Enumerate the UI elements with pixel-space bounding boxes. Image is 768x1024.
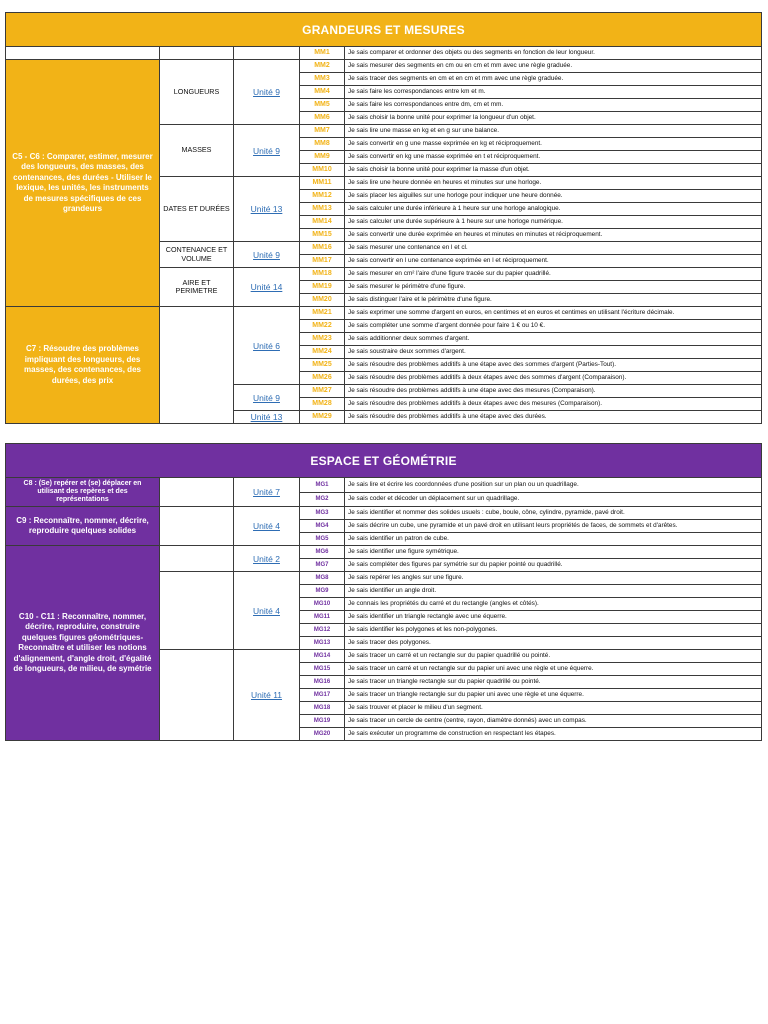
skill-code: MM18 [300, 268, 345, 281]
skill-text: Je sais résoudre des problèmes additifs à une étape avec des durées. [345, 411, 762, 424]
skill-text: Je sais identifier une figure symétrique. [345, 546, 762, 559]
skill-code: MM10 [300, 164, 345, 177]
competence-c8: C8 : (Se) repérer et (se) déplacer en utilisant des repères et des représentations [6, 478, 160, 507]
unit-link[interactable]: Unité 9 [234, 60, 300, 125]
empty-cell [160, 507, 234, 546]
skill-text: Je sais compléter une somme d'argent donnée pour faire 1 € ou 10 €. [345, 320, 762, 333]
skill-text: Je sais identifier et nommer des solides usuels : cube, boule, cône, cylindre, pyramide, pavé droit. [345, 507, 762, 520]
empty-cell [160, 546, 234, 572]
skill-text: Je sais convertir en l une contenance exprimée en l et réciproquement. [345, 255, 762, 268]
skill-text: Je sais repérer les angles sur une figure. [345, 572, 762, 585]
skill-text: Je sais faire les correspondances entre dm, cm et mm. [345, 99, 762, 112]
competence-c5-c6: C5 - C6 : Comparer, estimer, mesurer des longueurs, des masses, des contenances, des durées - Utiliser le lexique, les unités, les instruments de mesures spécifiques de ces grandeurs [6, 60, 160, 307]
skill-code: MM20 [300, 294, 345, 307]
empty-cell [234, 47, 300, 60]
espace-header: ESPACE ET GÉOMÉTRIE [6, 444, 762, 478]
skill-text: Je sais tracer un triangle rectangle sur du papier quadrillé ou pointé. [345, 676, 762, 689]
skill-text: Je sais identifier un angle droit. [345, 585, 762, 598]
skill-text: Je sais tracer des polygones. [345, 637, 762, 650]
unit-link[interactable]: Unité 14 [234, 268, 300, 307]
skill-code: MM4 [300, 86, 345, 99]
skill-text: Je sais placer les aiguilles sur une horloge pour indiquer une heure donnée. [345, 190, 762, 203]
unit-link[interactable]: Unité 4 [234, 572, 300, 650]
unit-link[interactable]: Unité 4 [234, 507, 300, 546]
skill-code: MG11 [300, 611, 345, 624]
skill-code: MM13 [300, 203, 345, 216]
skill-code: MM3 [300, 73, 345, 86]
skill-text: Je sais tracer des segments en cm et en cm et mm avec une règle graduée. [345, 73, 762, 86]
skill-text: Je sais soustraire deux sommes d'argent. [345, 346, 762, 359]
grandeurs-table [5, 12, 762, 424]
skill-code: MG18 [300, 702, 345, 715]
skill-text: Je sais lire une masse en kg et en g sur une balance. [345, 125, 762, 138]
skill-text: Je sais exprimer une somme d'argent en euros, en centimes et en euros et centimes en utilisant l'écriture décimale. [345, 307, 762, 320]
skill-text: Je sais trouver et placer le milieu d'un segment. [345, 702, 762, 715]
subdomain-masses: MASSES [160, 125, 234, 177]
skill-code: MM2 [300, 60, 345, 73]
skill-code: MG17 [300, 689, 345, 702]
skill-code: MG15 [300, 663, 345, 676]
unit-link[interactable]: Unité 11 [234, 650, 300, 741]
skill-code: MG8 [300, 572, 345, 585]
subdomain-longueurs: LONGUEURS [160, 60, 234, 125]
unit-link[interactable]: Unité 13 [234, 177, 300, 242]
skill-code: MM7 [300, 125, 345, 138]
skill-text: Je sais résoudre des problèmes additifs à deux étapes avec des mesures (Comparaison). [345, 398, 762, 411]
unit-link[interactable]: Unité 6 [234, 307, 300, 385]
skill-code: MG10 [300, 598, 345, 611]
skill-text: Je sais calculer une durée inférieure à 1 heure sur une horloge analogique. [345, 203, 762, 216]
skill-code: MG9 [300, 585, 345, 598]
skill-code: MM19 [300, 281, 345, 294]
skill-code: MM21 [300, 307, 345, 320]
unit-link[interactable]: Unité 13 [234, 411, 300, 424]
empty-cell [160, 650, 234, 741]
skill-code: MM23 [300, 333, 345, 346]
skill-code: MM15 [300, 229, 345, 242]
skill-code: MM27 [300, 385, 345, 398]
skill-text: Je sais tracer un cercle de centre (centre, rayon, diamètre donnés) avec un compas. [345, 715, 762, 728]
skill-text: Je sais faire les correspondances entre km et m. [345, 86, 762, 99]
skill-text: Je connais les propriétés du carré et du rectangle (angles et côtés). [345, 598, 762, 611]
skill-code: MM25 [300, 359, 345, 372]
skill-code: MG5 [300, 533, 345, 546]
unit-link[interactable]: Unité 7 [234, 478, 300, 507]
skill-text: Je sais mesurer le périmètre d'une figure. [345, 281, 762, 294]
espace-table [5, 443, 762, 741]
skill-code: MM5 [300, 99, 345, 112]
skill-code: MG7 [300, 559, 345, 572]
skill-text: Je sais tracer un carré et un rectangle sur du papier quadrillé ou pointé. [345, 650, 762, 663]
skill-code: MG2 [300, 492, 345, 507]
competence-c9: C9 : Reconnaître, nommer, décrire, reproduire quelques solides [6, 507, 160, 546]
skill-text: Je sais identifier les polygones et les non-polygones. [345, 624, 762, 637]
skill-code: MG16 [300, 676, 345, 689]
skill-text: Je sais résoudre des problèmes additifs à deux étapes avec des sommes d'argent (Comparaison). [345, 372, 762, 385]
skill-code: MM12 [300, 190, 345, 203]
skill-code: MG3 [300, 507, 345, 520]
skill-text: Je sais lire et écrire les coordonnées d'une position sur un plan ou un quadrillage. [345, 478, 762, 493]
empty-cell [6, 47, 160, 60]
skill-code: MG6 [300, 546, 345, 559]
grandeurs-header: GRANDEURS ET MESURES [6, 13, 762, 47]
skill-text: Je sais calculer une durée supérieure à 1 heure sur une horloge numérique. [345, 216, 762, 229]
skill-text: Je sais résoudre des problèmes additifs à une étape avec des sommes d'argent (Parties-Tout). [345, 359, 762, 372]
skill-text: Je sais additionner deux sommes d'argent. [345, 333, 762, 346]
empty-cell [160, 572, 234, 650]
skill-text: Je sais mesurer des segments en cm ou en cm et mm avec une règle graduée. [345, 60, 762, 73]
empty-cell [160, 47, 234, 60]
skill-code: MM17 [300, 255, 345, 268]
skill-text: Je sais résoudre des problèmes additifs à une étape avec des mesures (Comparaison). [345, 385, 762, 398]
skill-text: Je sais lire une heure donnée en heures et minutes sur une horloge. [345, 177, 762, 190]
skill-code: MM16 [300, 242, 345, 255]
skill-text: Je sais coder et décoder un déplacement sur un quadrillage. [345, 492, 762, 507]
skill-code: MM8 [300, 138, 345, 151]
competence-c10-c11: C10 - C11 : Reconnaître, nommer, décrire, reproduire, construire quelques figures géométriques- Reconnaître et utiliser les notions d'alignement, d'angle droit, d'égalité de longueurs, de milieu, de symétrie [6, 546, 160, 741]
skill-code: MM6 [300, 112, 345, 125]
skill-text: Je sais tracer un triangle rectangle sur du papier uni avec une règle et une équerre. [345, 689, 762, 702]
subdomain-contenance: CONTENANCE ET VOLUME [160, 242, 234, 268]
unit-link[interactable]: Unité 9 [234, 125, 300, 177]
skill-code: MM11 [300, 177, 345, 190]
skill-code: MG13 [300, 637, 345, 650]
skill-text: Je sais mesurer en cm² l'aire d'une figure tracée sur du papier quadrillé. [345, 268, 762, 281]
skill-text: Je sais tracer un carré et un rectangle sur du papier uni avec une règle et une équerre. [345, 663, 762, 676]
skill-text: Je sais identifier un triangle rectangle avec une équerre. [345, 611, 762, 624]
skill-code: MM29 [300, 411, 345, 424]
skill-code: MG1 [300, 478, 345, 493]
skill-code: MG4 [300, 520, 345, 533]
unit-link[interactable]: Unité 9 [234, 385, 300, 411]
skill-text: Je sais convertir en g une masse exprimée en kg et réciproquement. [345, 138, 762, 151]
skill-text: Je sais distinguer l'aire et le périmètre d'une figure. [345, 294, 762, 307]
empty-cell [160, 307, 234, 424]
skill-code: MM1 [300, 47, 345, 60]
skill-code: MG19 [300, 715, 345, 728]
skill-text: Je sais exécuter un programme de construction en respectant les étapes. [345, 728, 762, 741]
skill-code: MM22 [300, 320, 345, 333]
skill-code: MG12 [300, 624, 345, 637]
skill-text: Je sais comparer et ordonner des objets ou des segments en fonction de leur longueur. [345, 47, 762, 60]
skill-code: MM26 [300, 372, 345, 385]
skill-text: Je sais décrire un cube, une pyramide et un pavé droit en utilisant leurs propriétés de faces, de sommets et d'arêtes. [345, 520, 762, 533]
competence-c7: C7 : Résoudre des problèmes impliquant des longueurs, des masses, des contenances, des durées, des prix [6, 307, 160, 424]
skill-code: MM24 [300, 346, 345, 359]
skill-text: Je sais identifier un patron de cube. [345, 533, 762, 546]
skill-text: Je sais convertir une durée exprimée en heures et minutes en minutes et réciproquement. [345, 229, 762, 242]
skill-code: MG14 [300, 650, 345, 663]
skill-text: Je sais choisir la bonne unité pour exprimer la longueur d'un objet. [345, 112, 762, 125]
skill-text: Je sais convertir en kg une masse exprimée en t et réciproquement. [345, 151, 762, 164]
skill-code: MG20 [300, 728, 345, 741]
skill-text: Je sais compléter des figures par symétrie sur du papier pointé ou quadrillé. [345, 559, 762, 572]
skill-code: MM28 [300, 398, 345, 411]
unit-link[interactable]: Unité 2 [234, 546, 300, 572]
skill-text: Je sais mesurer une contenance en l et cl. [345, 242, 762, 255]
skill-text: Je sais choisir la bonne unité pour exprimer la masse d'un objet. [345, 164, 762, 177]
subdomain-dates-durees: DATES ET DURÉES [160, 177, 234, 242]
unit-link[interactable]: Unité 9 [234, 242, 300, 268]
skill-code: MM14 [300, 216, 345, 229]
empty-cell [160, 478, 234, 507]
skill-code: MM9 [300, 151, 345, 164]
subdomain-aire-perimetre: AIRE ET PERIMETRE [160, 268, 234, 307]
